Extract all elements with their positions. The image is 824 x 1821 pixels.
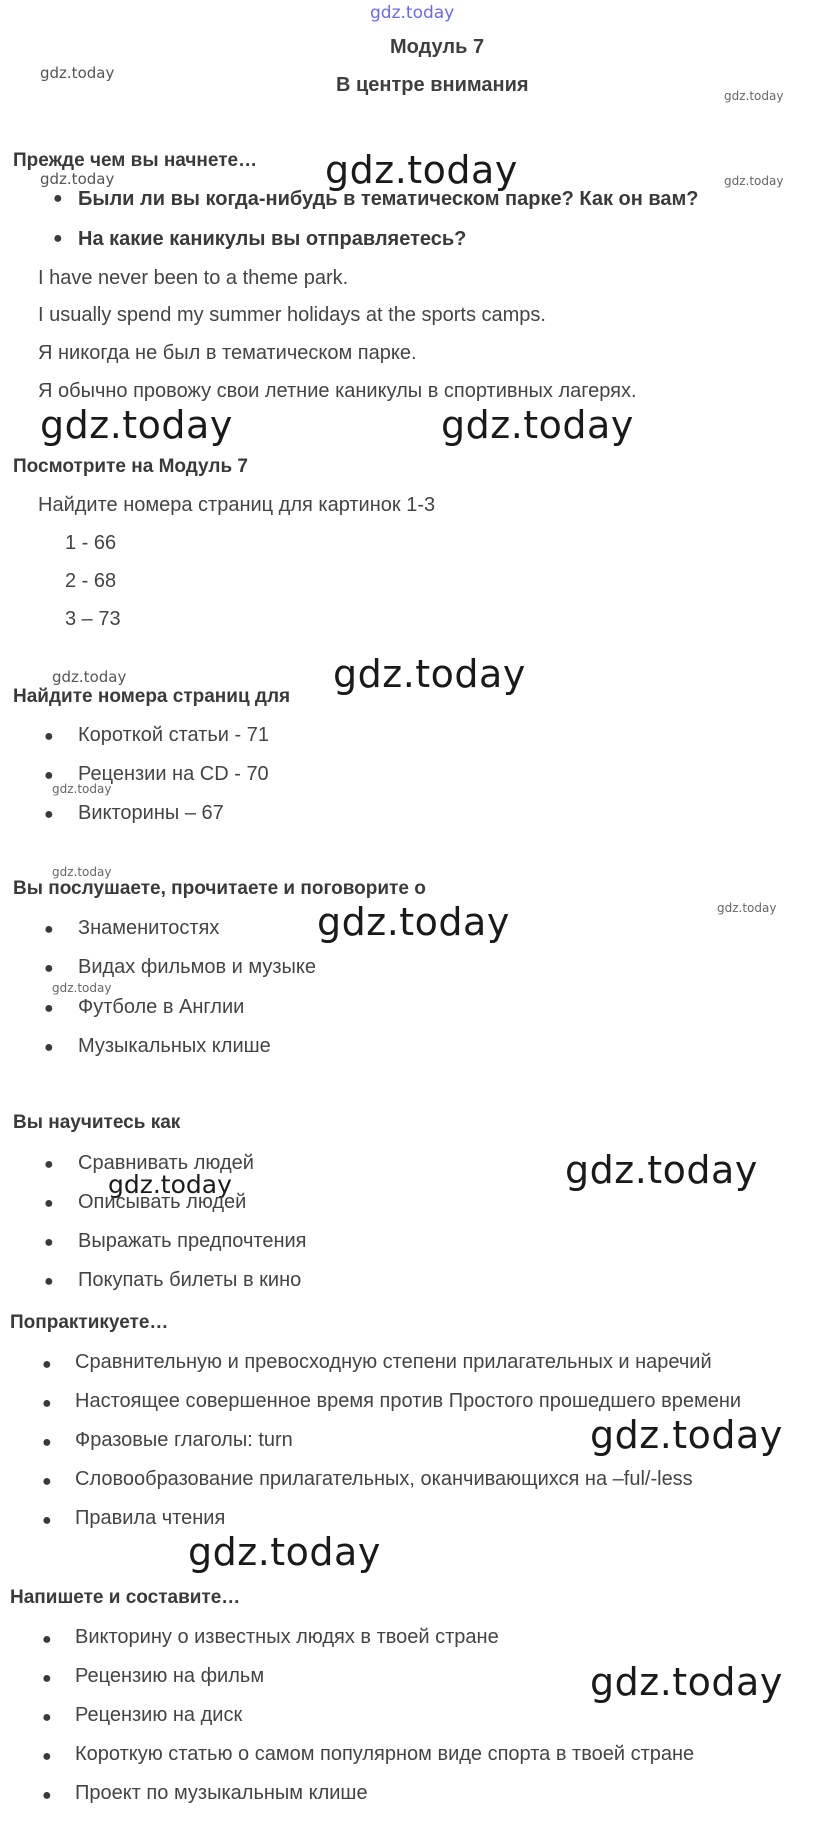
- watermark: gdz.today: [40, 403, 233, 447]
- bullet-icon: ●: [42, 1748, 52, 1765]
- list-item: Описывать людей: [78, 1191, 247, 1213]
- list-item: Сравнивать людей: [78, 1152, 254, 1174]
- section-heading-practice: Попрактикуете…: [10, 1312, 169, 1333]
- list-item: Музыкальных клише: [78, 1035, 271, 1057]
- list-item: Знаменитостях: [78, 917, 220, 939]
- watermark: gdz.today: [108, 1170, 232, 1199]
- bullet-icon: ●: [44, 806, 54, 823]
- module-title: Модуль 7: [390, 36, 485, 58]
- bullet-icon: ●: [42, 1670, 52, 1687]
- bullet-icon: ●: [44, 1234, 54, 1251]
- list-item: Словообразование прилагательных, оканчивающихся на –ful/-less: [75, 1468, 693, 1490]
- bullet-icon: ●: [42, 1434, 52, 1451]
- bullet-icon: ●: [42, 1631, 52, 1648]
- list-item: Правила чтения: [75, 1507, 226, 1529]
- bullet-icon: ●: [53, 230, 63, 247]
- watermark: gdz.today: [52, 865, 112, 879]
- page-number-item: 2 - 68: [65, 570, 117, 592]
- watermark: gdz.today: [333, 652, 526, 696]
- list-item: Викторины – 67: [78, 802, 224, 824]
- watermark: gdz.today: [590, 1413, 783, 1457]
- list-item: Выражать предпочтения: [78, 1230, 307, 1252]
- bullet-icon: ●: [42, 1395, 52, 1412]
- bullet-icon: ●: [42, 1356, 52, 1373]
- bullet-icon: ●: [44, 1195, 54, 1212]
- bullet-icon: ●: [44, 728, 54, 745]
- list-item: Фразовые глаголы: turn: [75, 1429, 293, 1451]
- instruction-text: Найдите номера страниц для картинок 1-3: [38, 494, 436, 516]
- bullet-icon: ●: [44, 1000, 54, 1017]
- list-item: Футболе в Англии: [78, 996, 245, 1018]
- section-heading-listen: Вы послушаете, прочитаете и поговорите о: [13, 878, 426, 899]
- watermark: gdz.today: [441, 403, 634, 447]
- watermark: gdz.today: [724, 174, 784, 188]
- answer-line: I have never been to a theme park.: [38, 267, 349, 289]
- section-heading-before: Прежде чем вы начнете…: [13, 150, 258, 171]
- section-heading-write: Напишете и составите…: [10, 1587, 241, 1608]
- page-number-item: 3 – 73: [65, 608, 121, 630]
- bullet-icon: ●: [42, 1787, 52, 1804]
- question-item: Были ли вы когда-нибудь в тематическом парке? Как он вам?: [78, 188, 699, 210]
- question-item: На какие каникулы вы отправляетесь?: [78, 228, 467, 250]
- bullet-icon: ●: [44, 921, 54, 938]
- watermark: gdz.today: [52, 981, 112, 995]
- page-number-item: 1 - 66: [65, 532, 117, 554]
- watermark: gdz.today: [590, 1660, 783, 1704]
- watermark: gdz.today: [317, 900, 510, 944]
- list-item: Рецензию на диск: [75, 1704, 243, 1726]
- bullet-icon: ●: [44, 1273, 54, 1290]
- answer-line: Я никогда не был в тематическом парке.: [38, 342, 417, 364]
- watermark: gdz.today: [717, 901, 777, 915]
- list-item: Проект по музыкальным клише: [75, 1782, 368, 1804]
- module-subtitle: В центре внимания: [336, 74, 529, 96]
- watermark: gdz.today: [565, 1148, 758, 1192]
- watermark: gdz.today: [40, 170, 115, 188]
- watermark: gdz.today: [188, 1530, 381, 1574]
- list-item: Короткую статью о самом популярном виде спорта в твоей стране: [75, 1743, 695, 1765]
- bullet-icon: ●: [42, 1512, 52, 1529]
- watermark: gdz.today: [52, 782, 112, 796]
- answer-line: I usually spend my summer holidays at the sports camps.: [38, 304, 546, 326]
- list-item: Покупать билеты в кино: [78, 1269, 302, 1291]
- answer-line: Я обычно провожу свои летние каникулы в спортивных лагерях.: [38, 380, 637, 402]
- section-heading-look: Посмотрите на Модуль 7: [13, 456, 248, 477]
- list-item: Викторину о известных людях в твоей стране: [75, 1626, 499, 1648]
- section-heading-learn: Вы научитесь как: [13, 1112, 181, 1133]
- bullet-icon: ●: [44, 1156, 54, 1173]
- watermark: gdz.today: [325, 148, 518, 192]
- list-item: Сравнительную и превосходную степени прилагательных и наречий: [75, 1351, 712, 1373]
- bullet-icon: ●: [53, 190, 63, 207]
- bullet-icon: ●: [42, 1709, 52, 1726]
- watermark: gdz.today: [370, 3, 455, 23]
- watermark: gdz.today: [40, 64, 115, 82]
- list-item: Видах фильмов и музыке: [78, 956, 316, 978]
- bullet-icon: ●: [44, 1039, 54, 1056]
- list-item: Рецензию на фильм: [75, 1665, 265, 1687]
- bullet-icon: ●: [44, 767, 54, 784]
- list-item: Короткой статьи - 71: [78, 724, 269, 746]
- list-item: Рецензии на CD - 70: [78, 763, 269, 785]
- section-heading-find: Найдите номера страниц для: [13, 686, 291, 707]
- watermark: gdz.today: [724, 89, 784, 103]
- watermark: gdz.today: [52, 668, 127, 686]
- list-item: Настоящее совершенное время против Простого прошедшего времени: [75, 1390, 742, 1412]
- bullet-icon: ●: [44, 960, 54, 977]
- bullet-icon: ●: [42, 1473, 52, 1490]
